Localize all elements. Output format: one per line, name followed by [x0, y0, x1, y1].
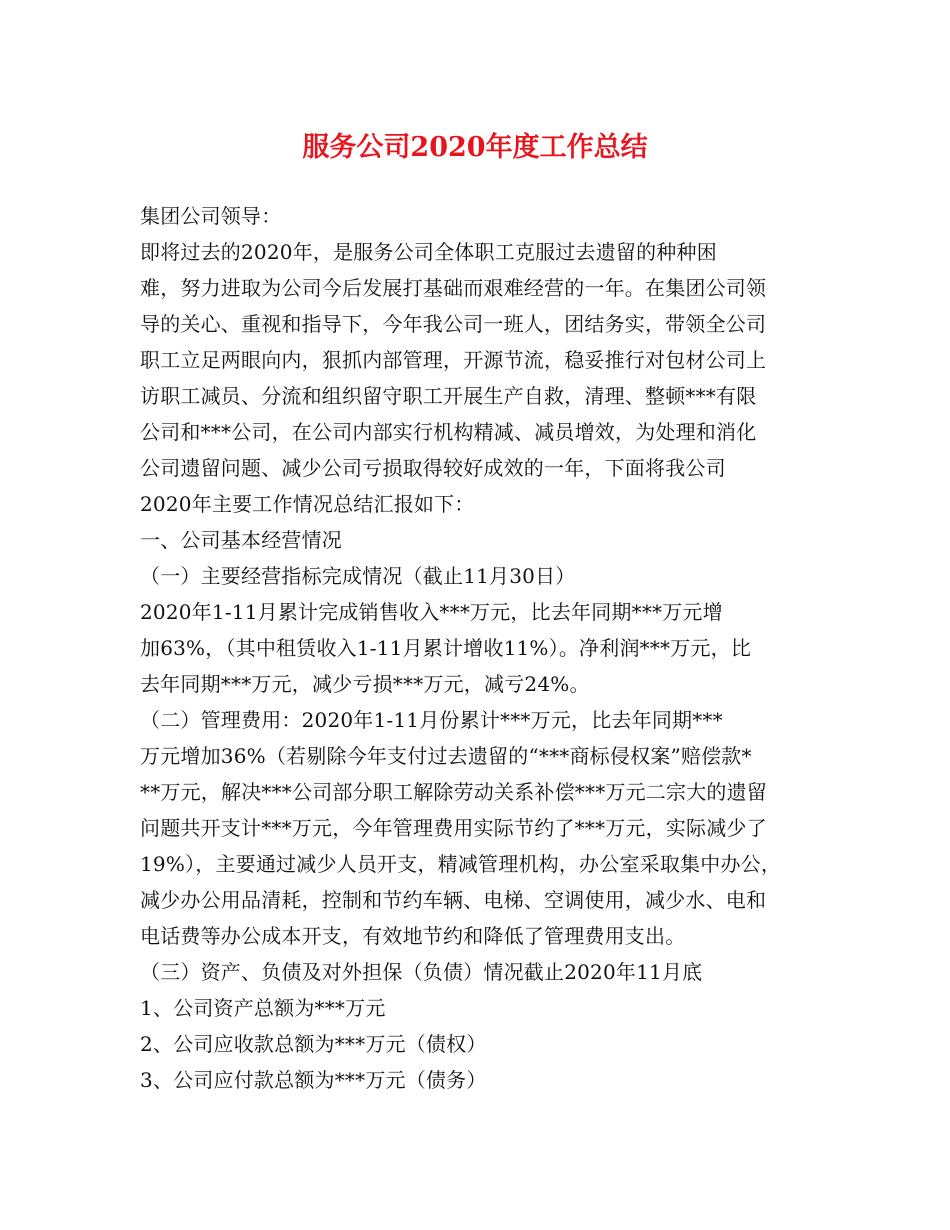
document-title: 服务公司2020年度工作总结: [302, 132, 648, 163]
paragraph-line: 加63%，（其中租赁收入1-11月累计增收11%）。净利润***万元，比: [140, 636, 752, 660]
subsection-heading: （一）主要经营指标完成情况（截止11月30日）: [140, 564, 576, 588]
paragraph-line: 公司遗留问题、减少公司亏损取得较好成效的一年，下面将我公司: [140, 456, 726, 480]
paragraph-line: 减少办公用品清耗，控制和节约车辆、电梯、空调使用，减少水、电和: [140, 888, 767, 912]
paragraph-line: 难，努力进取为公司今后发展打基础而艰难经营的一年。在集团公司领: [140, 276, 767, 300]
subsection-heading: （二）管理费用：2020年1-11月份累计***万元，比去年同期***: [140, 708, 723, 732]
paragraph-line: 问题共开支计***万元，今年管理费用实际节约了***万元，实际减少了: [140, 816, 767, 840]
document-body: [140, 198, 812, 1098]
paragraph-line: 万元增加36%（若剔除今年支付过去遗留的“***商标侵权案”赔偿款*: [140, 744, 752, 768]
paragraph-line: 即将过去的2020年，是服务公司全体职工克服过去遗留的种种困: [140, 240, 717, 264]
paragraph-line: **万元，解决***公司部分职工解除劳动关系补偿***万元二宗大的遗留: [140, 780, 767, 804]
subsection-heading: （三）资产、负债及对外担保（负债）情况截止2020年11月底: [140, 960, 703, 984]
paragraph-line: 公司和***公司，在公司内部实行机构精减、减员增效，为处理和消化: [140, 420, 757, 444]
list-item: 3、公司应付款总额为***万元（债务）: [140, 1068, 487, 1092]
paragraph-line: 访职工减员、分流和组织留守职工开展生产自救，清理、整顿***有限: [140, 384, 757, 408]
paragraph-line: 19%），主要通过减少人员开支，精减管理机构，办公室采取集中办公，: [140, 852, 782, 876]
paragraph-line: 职工立足两眼向内，狠抓内部管理，开源节流，稳妥推行对包材公司上: [140, 348, 767, 372]
section-heading: 一、公司基本经营情况: [140, 528, 342, 552]
paragraph-line: 电话费等办公成本开支，有效地节约和降低了管理费用支出。: [140, 924, 686, 948]
salutation: 集团公司领导：: [140, 204, 282, 228]
paragraph-line: 2020年1-11月累计完成销售收入***万元，比去年同期***万元增: [140, 600, 723, 624]
list-item: 2、公司应收款总额为***万元（债权）: [140, 1032, 487, 1056]
paragraph-line: 去年同期***万元，减少亏损***万元，减亏24%。: [140, 672, 590, 696]
paragraph-line: 导的关心、重视和指导下，今年我公司一班人，团结务实，带领全公司: [140, 312, 767, 336]
paragraph-line: 2020年主要工作情况总结汇报如下：: [140, 492, 475, 516]
list-item: 1、公司资产总额为***万元: [140, 996, 386, 1020]
